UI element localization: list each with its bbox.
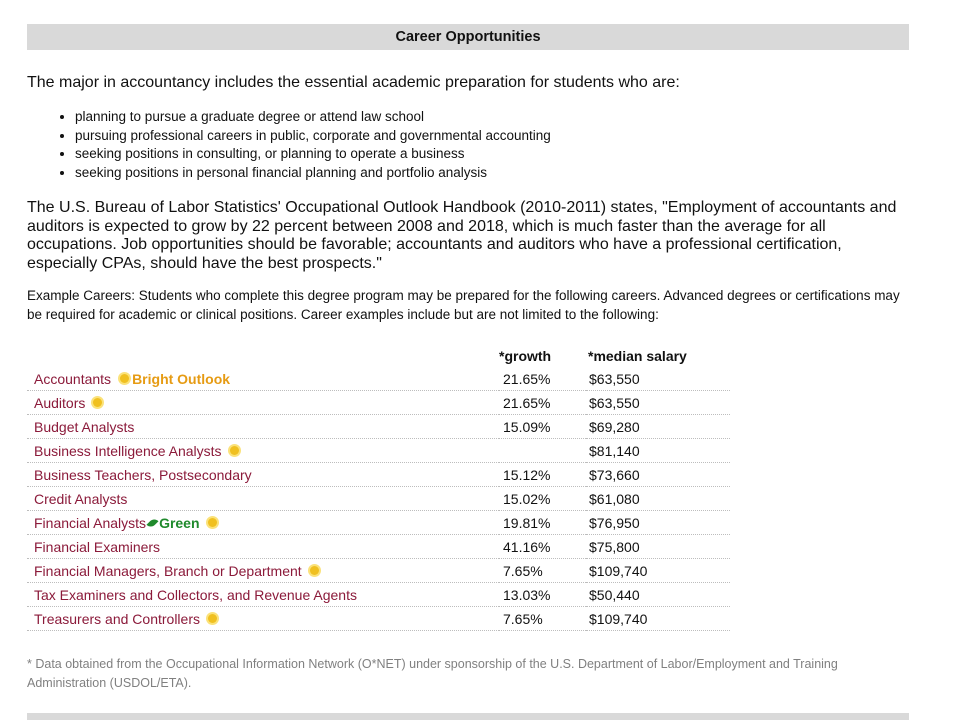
career-link[interactable]: Tax Examiners and Collectors, and Revenue Agents xyxy=(34,586,357,603)
table-row xyxy=(27,439,730,463)
list-item: • seeking positions in consulting, or planning to operate a business xyxy=(75,145,551,164)
footnote: * Data obtained from the Occupational Information Network (O*NET) under sponsorship of the U.S. Department of Labor/Employment and Training Administration (USDOL/ETA). xyxy=(27,657,838,690)
career-cell xyxy=(27,559,499,583)
intro-text: The major in accountancy includes the essential academic preparation for students who are: xyxy=(27,74,680,91)
sun-icon xyxy=(208,614,217,623)
leaf-icon xyxy=(147,517,159,529)
growth-cell: 15.12% xyxy=(499,463,586,487)
preparation-list xyxy=(27,108,551,182)
salary-cell: $76,950 xyxy=(586,511,730,535)
growth-cell: 7.65% xyxy=(499,559,586,583)
career-link[interactable]: Credit Analysts xyxy=(34,490,128,507)
table-row xyxy=(27,535,730,559)
table-row xyxy=(27,415,730,439)
career-link[interactable]: Business Teachers, Postsecondary xyxy=(34,466,252,483)
career-cell xyxy=(27,439,499,463)
table-header-row xyxy=(27,345,730,367)
career-cell xyxy=(27,415,499,439)
career-cell xyxy=(27,511,499,535)
section-title-bar xyxy=(27,24,909,50)
salary-cell: $61,080 xyxy=(586,487,730,511)
career-link[interactable]: Accountants xyxy=(34,370,112,387)
salary-cell: $73,660 xyxy=(586,463,730,487)
table-row xyxy=(27,367,730,391)
salary-cell: $109,740 xyxy=(586,559,730,583)
header-growth: *growth xyxy=(499,348,552,364)
header-salary: *median salary xyxy=(588,348,687,364)
growth-cell: 21.65% xyxy=(499,367,586,391)
section-title: Career Opportunities xyxy=(395,29,541,45)
green-label: Green xyxy=(159,514,200,531)
sun-icon xyxy=(120,374,129,383)
growth-cell: 21.65% xyxy=(499,391,586,415)
career-link[interactable]: Financial Examiners xyxy=(34,538,161,555)
career-link[interactable]: Financial Analysts xyxy=(34,514,147,531)
table-row xyxy=(27,559,730,583)
salary-cell: $63,550 xyxy=(586,391,730,415)
career-cell xyxy=(27,391,499,415)
table-row xyxy=(27,463,730,487)
salary-cell: $50,440 xyxy=(586,583,730,607)
careers-table-body xyxy=(27,367,730,631)
career-cell xyxy=(27,607,499,631)
career-link[interactable]: Treasurers and Controllers xyxy=(34,610,200,627)
salary-cell: $63,550 xyxy=(586,367,730,391)
list-item: • seeking positions in personal financial planning and portfolio analysis xyxy=(75,164,551,183)
sun-icon xyxy=(208,518,217,527)
sun-icon xyxy=(310,566,319,575)
table-row xyxy=(27,583,730,607)
career-link[interactable]: Financial Managers, Branch or Department xyxy=(34,562,302,579)
growth-cell: 13.03% xyxy=(499,583,586,607)
salary-cell: $81,140 xyxy=(586,439,730,463)
table-row xyxy=(27,607,730,631)
growth-cell: 7.65% xyxy=(499,607,586,631)
growth-cell: 15.09% xyxy=(499,415,586,439)
career-cell xyxy=(27,583,499,607)
salary-cell: $75,800 xyxy=(586,535,730,559)
sun-icon xyxy=(93,398,102,407)
bottom-bar xyxy=(27,713,909,720)
growth-cell: 15.02% xyxy=(499,487,586,511)
list-item: • planning to pursue a graduate degree or attend law school xyxy=(75,108,551,127)
career-link[interactable]: Auditors xyxy=(34,394,86,411)
table-row xyxy=(27,391,730,415)
example-careers-text: Example Careers: Students who complete this degree program may be prepared for the following careers. Advanced degrees or certifications may be required for academic or clinical positions. Career examples include but are not limited to the following: xyxy=(27,288,900,322)
career-cell xyxy=(27,535,499,559)
career-cell xyxy=(27,487,499,511)
career-link[interactable]: Business Intelligence Analysts xyxy=(34,442,222,459)
salary-cell: $109,740 xyxy=(586,607,730,631)
sun-icon xyxy=(230,446,239,455)
bls-quote: The U.S. Bureau of Labor Statistics' Occupational Outlook Handbook (2010-2011) states, "Employment of accountants and auditors is expected to grow by 22 percent between 2008 and 2018, which is much faster than the average for all occupations. Job opportunities should be favorable; accountants and auditors who have a professional certification, especially CPAs, should have the best prospects." xyxy=(27,199,897,272)
list-item: • pursuing professional careers in public, corporate and governmental accounting xyxy=(75,127,551,146)
career-link[interactable]: Budget Analysts xyxy=(34,418,135,435)
bright-outlook-label: Bright Outlook xyxy=(132,370,231,387)
growth-cell: 41.16% xyxy=(499,535,586,559)
header-career xyxy=(27,345,499,367)
careers-table xyxy=(27,345,730,631)
growth-cell xyxy=(499,439,586,463)
table-row xyxy=(27,487,730,511)
career-cell xyxy=(27,463,499,487)
growth-cell: 19.81% xyxy=(499,511,586,535)
career-cell xyxy=(27,367,499,391)
salary-cell: $69,280 xyxy=(586,415,730,439)
table-row xyxy=(27,511,730,535)
